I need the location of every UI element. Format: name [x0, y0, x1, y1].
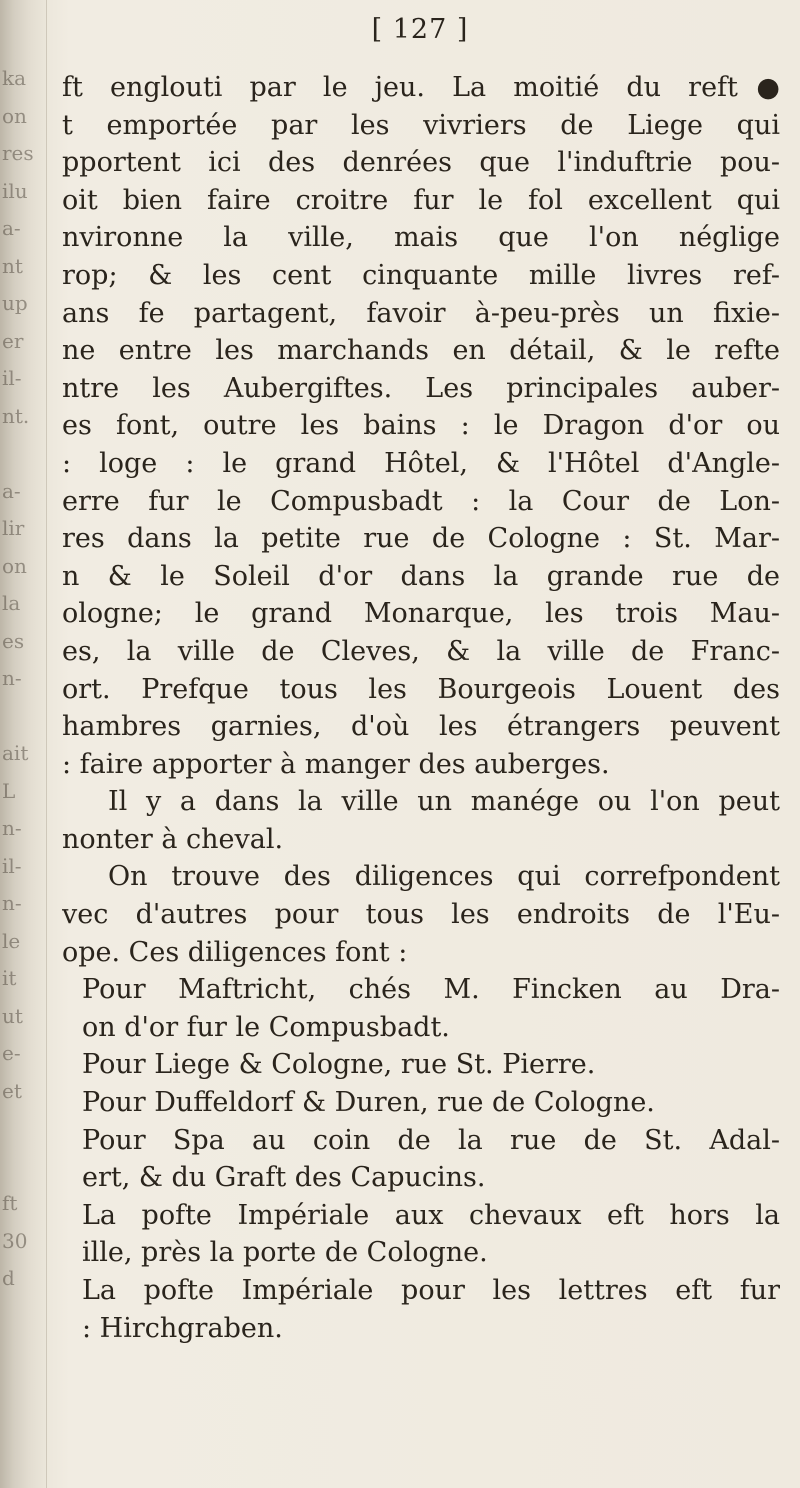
text-line: Pour Maftricht, chés M. Fincken au Dra- — [82, 974, 780, 1006]
text-line: : loge : le grand Hôtel, & l'Hôtel d'Angle- — [62, 447, 780, 479]
text-line: ans fe partagent, favoir à-peu-près un fixie- — [62, 297, 780, 329]
text-line: ille, près la porte de Cologne. — [82, 1237, 488, 1269]
edge-fragment: a- — [2, 478, 21, 503]
page-gutter — [0, 0, 47, 1488]
text-line: ft englouti par le jeu. La moitié du reft● — [62, 72, 780, 103]
edge-fragment — [2, 435, 42, 473]
text-line: n & le Soleil d'or dans la grande rue de — [62, 560, 780, 592]
text-line: Pour Duffeldorf & Duren, rue de Cologne. — [82, 1087, 655, 1119]
edge-fragment — [2, 698, 42, 736]
edge-fragment: it — [2, 966, 17, 990]
edge-fragment: ilu — [2, 178, 28, 203]
edge-fragment: ut — [2, 1003, 23, 1028]
edge-fragment: er — [2, 328, 24, 353]
edge-fragment: et — [2, 1078, 22, 1103]
edge-fragment: on — [2, 103, 27, 128]
edge-fragment: ait — [2, 741, 29, 765]
page-number: [ 127 ] — [371, 14, 469, 45]
text-line: : Hirchgraben. — [82, 1312, 283, 1344]
edge-fragment: n- — [2, 891, 22, 915]
page-number-header — [0, 14, 800, 45]
edge-fragment: a- — [2, 216, 21, 240]
text-line: es font, outre les bains : le Dragon d'or ou — [62, 410, 780, 442]
edge-fragment: il- — [2, 853, 22, 878]
body-text — [62, 69, 780, 1347]
text-line: : faire apporter à manger des auberges. — [62, 748, 610, 780]
facing-page-edge — [2, 60, 42, 1298]
edge-fragment: 30 — [2, 1228, 28, 1253]
edge-fragment — [2, 1110, 42, 1148]
text-line: ope. Ces diligences font : — [62, 936, 408, 968]
text-line: rop; & les cent cinquante mille livres ref- — [62, 259, 780, 291]
edge-fragment: il- — [2, 366, 22, 390]
text-line: vec d'autres pour tous les endroits de l'Eu- — [62, 899, 780, 931]
text-line: Pour Spa au coin de la rue de St. Adal- — [82, 1124, 780, 1156]
text-line: nonter à cheval. — [62, 823, 284, 855]
edge-fragment: nt — [2, 253, 23, 278]
text-line: nvironne la ville, mais que l'on néglige — [62, 222, 780, 254]
edge-fragment: ft — [2, 1191, 18, 1215]
edge-fragment: le — [2, 928, 21, 953]
edge-fragment: nt. — [2, 403, 30, 428]
text-line: Il y a dans la ville un manége ou l'on peut — [108, 786, 780, 818]
edge-fragment: d — [2, 1266, 15, 1290]
text-line: erre fur le Compusbadt : la Cour de Lon- — [62, 485, 780, 517]
edge-fragment: es — [2, 628, 25, 653]
text-line: es, la ville de Cleves, & la ville de Franc- — [62, 635, 780, 667]
text-line: La pofte Impériale pour les lettres eft fur — [82, 1275, 780, 1306]
edge-fragment: L — [2, 778, 16, 803]
edge-fragment: ka — [2, 66, 27, 90]
edge-fragment: lir — [2, 516, 25, 540]
text-line: res dans la petite rue de Cologne : St. Mar- — [62, 523, 780, 555]
text-line: on d'or fur le Compusbadt. — [82, 1011, 450, 1043]
text-line: ntre les Aubergiftes. Les principales auber- — [62, 372, 780, 404]
edge-fragment: on — [2, 553, 27, 578]
edge-fragment: la — [2, 591, 21, 615]
edge-fragment: up — [2, 291, 28, 315]
edge-fragment — [2, 1148, 42, 1186]
edge-fragment: res — [2, 141, 34, 165]
edge-fragment: n- — [2, 816, 22, 840]
text-line: ort. Prefque tous les Bourgeois Louent des — [62, 673, 780, 705]
text-line: t emportée par les vivriers de Liege qui — [62, 109, 780, 141]
text-line: La pofte Impériale aux chevaux eft hors la — [82, 1199, 780, 1231]
text-line: ne entre les marchands en détail, & le refte — [62, 335, 780, 367]
text-line: pportent ici des denrées que l'induftrie pou- — [62, 147, 780, 179]
edge-fragment: n- — [2, 666, 22, 690]
text-line: ologne; le grand Monarque, les trois Mau- — [62, 598, 780, 630]
text-line: On trouve des diligences qui correfpondent — [108, 861, 780, 893]
edge-fragment: e- — [2, 1041, 21, 1065]
text-line: hambres garnies, d'où les étrangers peuvent — [62, 711, 780, 743]
text-line: oit bien faire croitre fur le fol excellent qui — [62, 184, 780, 216]
text-line: ert, & du Graft des Capucins. — [82, 1162, 486, 1194]
text-line: Pour Liege & Cologne, rue St. Pierre. — [82, 1049, 596, 1081]
